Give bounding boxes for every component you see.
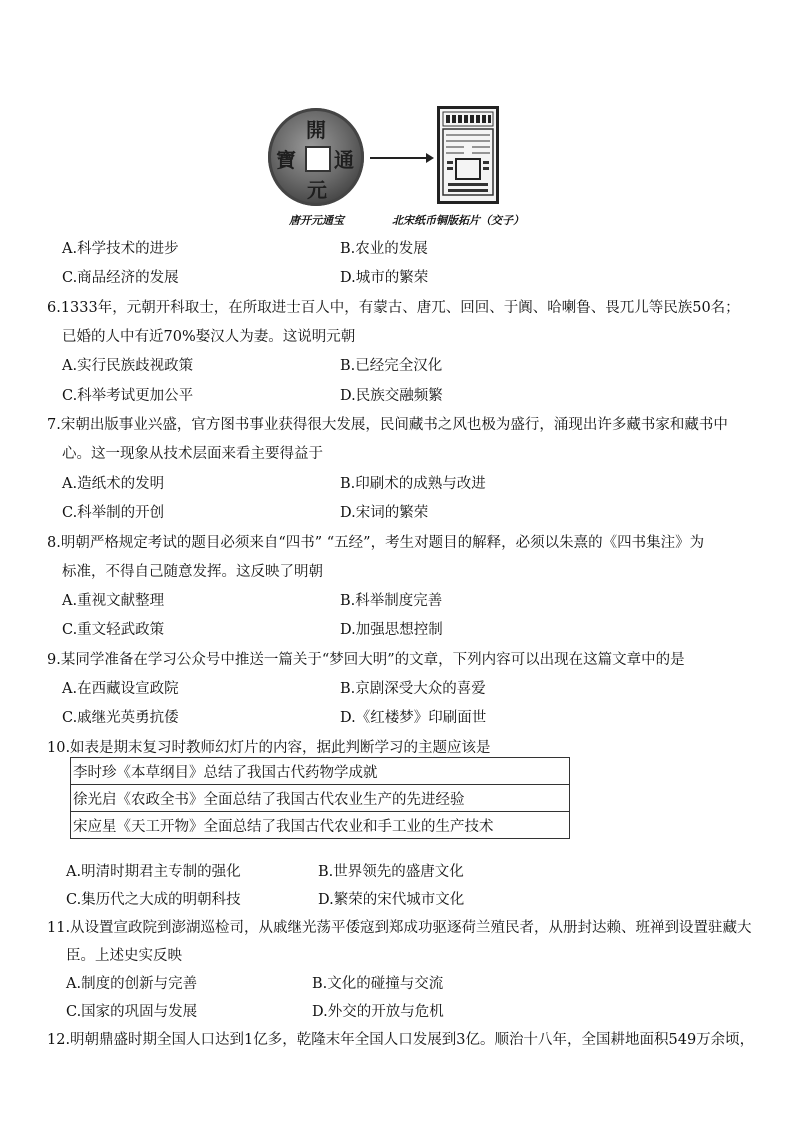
table-row [71, 812, 570, 839]
q6-stem-line-2: 已婚的人中有近70%娶汉人为妻。这说明元朝 [62, 329, 356, 345]
table-cell: 宋应星《天工开物》全面总结了我国古代农业和手工业的生产技术 [71, 812, 570, 839]
banknote-plate-image [437, 106, 499, 204]
q7-option-a[interactable]: A.造纸术的发明 [62, 476, 165, 492]
q9-option-d[interactable]: D.《红楼梦》印刷面世 [340, 710, 487, 726]
q8-stem-line-2: 标准，不得自己随意发挥。这反映了明朝 [62, 564, 323, 580]
arrow-right-icon [370, 152, 434, 164]
coin-square-hole [305, 146, 331, 172]
q7-option-d[interactable]: D.宋词的繁荣 [340, 505, 429, 521]
q7-option-b[interactable]: B.印刷术的成熟与改进 [340, 476, 486, 492]
q9-option-b[interactable]: B.京剧深受大众的喜爱 [340, 681, 486, 697]
q11-option-b[interactable]: B.文化的碰撞与交流 [312, 976, 444, 992]
q11-option-c[interactable]: C.国家的巩固与发展 [66, 1004, 198, 1020]
q7-stem-line-2: 心。这一现象从技术层面来看主要得益于 [62, 446, 323, 462]
q8-option-c[interactable]: C.重文轻武政策 [62, 622, 165, 638]
q10-option-b[interactable]: B.世界领先的盛唐文化 [318, 864, 464, 880]
q8-option-a[interactable]: A.重视文献整理 [62, 593, 165, 609]
q9-option-a[interactable]: A.在西藏设宣政院 [62, 681, 179, 697]
q10-option-c[interactable]: C.集历代之大成的明朝科技 [66, 892, 241, 908]
q10-stem-line-1: 10.如表是期末复习时教师幻灯片的内容，据此判断学习的主题应该是 [47, 740, 491, 756]
plate-pattern-icon [440, 109, 496, 201]
q7-option-c[interactable]: C.科举制的开创 [62, 505, 165, 521]
plate-caption: 北宋纸币铜版拓片（交子） [392, 214, 524, 227]
q8-stem-line-1: 8.明朝严格规定考试的题目必须来自“四书” “五经”，考生对题目的解释，必须以朱熹的《四书集注》为 [47, 535, 705, 551]
q6-option-d[interactable]: D.民族交融频繁 [340, 388, 443, 404]
q11-option-a[interactable]: A.制度的创新与完善 [66, 976, 198, 992]
coin-caption: 唐开元通宝 [289, 214, 344, 227]
q12-stem-line-1: 12.明朝鼎盛时期全国人口达到1亿多，乾隆末年全国人口发展到3亿。顺治十八年，全国耕地面积549万余顷， [47, 1032, 755, 1048]
q9-stem-line-1: 9.某同学准备在学习公众号中推送一篇关于“梦回大明”的文章，下列内容可以出现在这篇文章中的是 [47, 652, 685, 668]
q5-option-a[interactable]: A.科学技术的进步 [62, 241, 179, 257]
q6-option-b[interactable]: B.已经完全汉化 [340, 358, 443, 374]
table-cell: 徐光启《农政全书》全面总结了我国古代农业生产的先进经验 [71, 785, 570, 812]
q5-option-b[interactable]: B.农业的发展 [340, 241, 428, 257]
q5-option-d[interactable]: D.城市的繁荣 [340, 270, 429, 286]
q11-stem-line-2: 臣。上述史实反映 [66, 948, 182, 964]
q7-stem-line-1: 7.宋朝出版事业兴盛，官方图书事业获得很大发展，民间藏书之风也极为盛行，涌现出许多藏书家和藏书中 [47, 417, 728, 433]
q10-option-a[interactable]: A.明清时期君主专制的强化 [66, 864, 241, 880]
q8-option-d[interactable]: D.加强思想控制 [340, 622, 443, 638]
q6-stem-line-1: 6.1333年，元朝开科取士，在所取进士百人中，有蒙古、唐兀、回回、于阗、哈喇鲁、畏兀儿等民族50名； [47, 300, 740, 316]
q10-facts-table [70, 757, 570, 839]
q11-stem-line-1: 11.从设置宣政院到澎湖巡检司，从戚继光荡平倭寇到郑成功驱逐荷兰殖民者，从册封达赖、班禅到设置驻藏大 [47, 920, 752, 936]
q8-option-b[interactable]: B.科举制度完善 [340, 593, 443, 609]
q5-option-c[interactable]: C.商品经济的发展 [62, 270, 179, 286]
q6-option-a[interactable]: A.实行民族歧视政策 [62, 358, 194, 374]
q9-option-c[interactable]: C.戚继光英勇抗倭 [62, 710, 179, 726]
q6-option-c[interactable]: C.科举考试更加公平 [62, 388, 194, 404]
q11-option-d[interactable]: D.外交的开放与危机 [312, 1004, 444, 1020]
table-cell: 李时珍《本草纲目》总结了我国古代药物学成就 [71, 758, 570, 785]
q10-option-d[interactable]: D.繁荣的宋代城市文化 [318, 892, 465, 908]
table-row [71, 785, 570, 812]
table-row [71, 758, 570, 785]
coin-image: 開 通 元 寶 [268, 108, 364, 206]
